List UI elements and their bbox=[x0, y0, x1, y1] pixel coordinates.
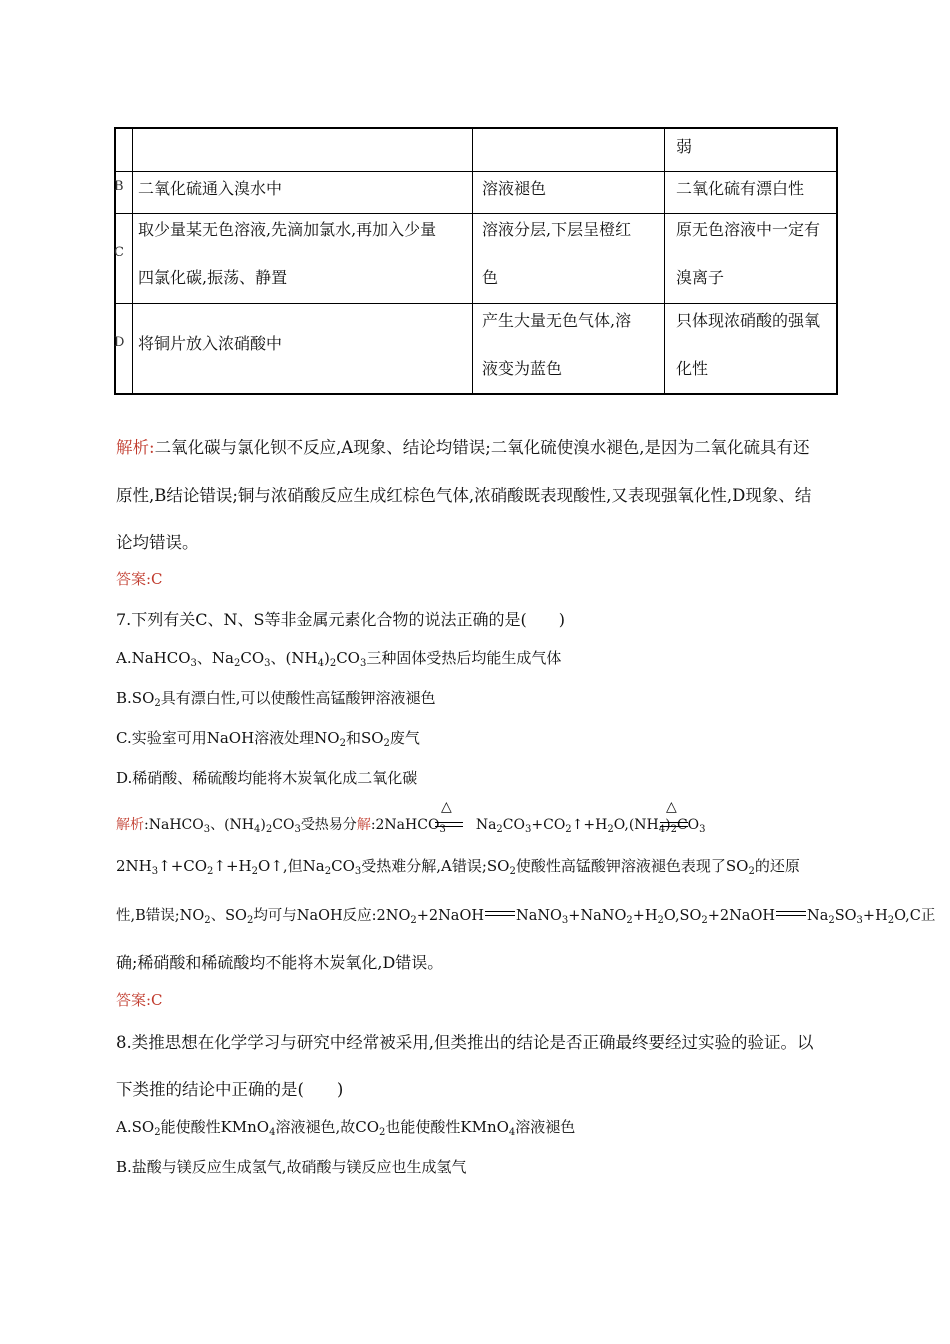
analysis-label: 解析: bbox=[116, 438, 155, 457]
heat-triangle-icon: △ bbox=[666, 799, 677, 815]
table-cell: 四氯化碳,振荡、静置 bbox=[138, 268, 288, 287]
equals-sign bbox=[660, 822, 688, 827]
analysis-line: 论均错误。 bbox=[116, 533, 199, 552]
table-cell: 取少量某无色溶液,先滴加氯水,再加入少量 bbox=[138, 220, 437, 239]
equals-sign bbox=[776, 911, 806, 916]
analysis-line: 解析:NaHCO$_3$、$(NH_4)_2CO_3$受热易分解:2NaHCO$_3$ $Na_2CO_3+CO_2↑+H_2O,(NH_4)_2CO_3$ bbox=[116, 817, 706, 835]
table-cell: 溴离子 bbox=[676, 268, 725, 287]
equals-sign bbox=[435, 822, 463, 827]
table-cell: 色 bbox=[482, 268, 499, 287]
question-stem: 8.类推思想在化学学习与研究中经常被采用,但类推出的结论是否正确最终要经过实验的验证。以 bbox=[116, 1033, 814, 1052]
table-cell: 二氧化硫通入溴水中 bbox=[138, 179, 283, 198]
experiment-table bbox=[114, 127, 838, 395]
option-a: $A.SO_2$能使酸性KMnO$_4$溶液褪色,故$CO_2$也能使酸性KMnO$_4$溶液褪色 bbox=[116, 1118, 576, 1138]
analysis-line: $2NH_3↑+CO_2↑+H_2O↑$,但$Na_2CO_3$受热难分解,A错误$;SO_2$使酸性高锰酸钾溶液褪色表现了$SO_2$的还原 bbox=[116, 857, 800, 877]
analysis-line: 确;稀硝酸和稀硫酸均不能将木炭氧化,D错误。 bbox=[116, 953, 444, 972]
table-cell: 溶液褪色 bbox=[482, 179, 547, 198]
option-b: B.盐酸与镁反应生成氢气,故硝酸与镁反应也生成氢气 bbox=[116, 1158, 467, 1176]
analysis-line: 性,B错误$;NO_2$、$SO_2$均可与NaOH反应$:2NO_2+2NaOH$ $NaNO_3+NaNO_2+H_2O,SO_2+2NaOH$ $Na_2SO_3+H_2O,C$正 bbox=[116, 908, 936, 926]
table-cell: 弱 bbox=[676, 137, 693, 156]
option-a: A.NaHCO$_3$、$Na_2CO_3$、$(NH_4)_2CO_3$三种固体受热后均能生成气体 bbox=[116, 649, 562, 669]
option-b: $B.SO_2$具有漂白性,可以使酸性高锰酸钾溶液褪色 bbox=[116, 689, 436, 709]
table-cell: 将铜片放入浓硝酸中 bbox=[138, 334, 283, 353]
option-c: C.实验室可用NaOH溶液处理$NO_2$和$SO_2$废气 bbox=[116, 729, 420, 749]
row-letter: B bbox=[114, 179, 124, 194]
question-stem: 7.下列有关C、N、S等非金属元素化合物的说法正确的是( ) bbox=[116, 610, 565, 629]
heat-triangle-icon: △ bbox=[441, 799, 452, 815]
table-cell: 溶液分层,下层呈橙红 bbox=[482, 220, 632, 239]
question-stem: 下类推的结论中正确的是( ) bbox=[116, 1080, 344, 1099]
table-cell: 二氧化硫有漂白性 bbox=[676, 179, 805, 198]
option-d: D.稀硝酸、稀硫酸均能将木炭氧化成二氧化碳 bbox=[116, 769, 418, 787]
analysis-line: 原性,B结论错误;铜与浓硝酸反应生成红棕色气体,浓硝酸既表现酸性,又表现强氧化性,D现象、结 bbox=[116, 486, 812, 505]
table-cell: 液变为蓝色 bbox=[482, 359, 563, 378]
row-letter: D bbox=[114, 335, 125, 350]
analysis-line: 解析:二氧化碳与氯化钡不反应,A现象、结论均错误;二氧化硫使溴水褪色,是因为二氧化硫具有还 bbox=[116, 438, 810, 457]
row-letter: C bbox=[114, 245, 124, 260]
equals-sign bbox=[485, 911, 515, 916]
table-divider bbox=[664, 129, 665, 393]
table-divider bbox=[132, 129, 133, 393]
answer-text: 答案:C bbox=[116, 991, 163, 1009]
answer-text: 答案:C bbox=[116, 570, 163, 588]
table-cell: 化性 bbox=[676, 359, 709, 378]
table-divider bbox=[472, 129, 473, 393]
table-cell: 产生大量无色气体,溶 bbox=[482, 311, 632, 330]
table-cell: 只体现浓硝酸的强氧 bbox=[676, 311, 821, 330]
table-cell: 原无色溶液中一定有 bbox=[676, 220, 821, 239]
